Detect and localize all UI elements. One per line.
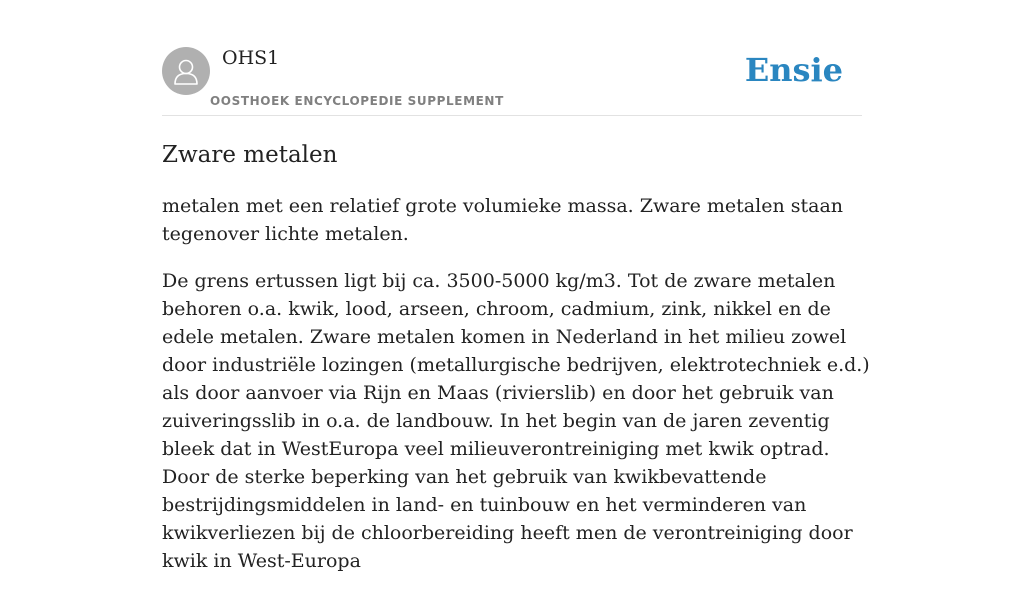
author-name[interactable]: OHS1	[222, 47, 280, 69]
article-paragraph: metalen met een relatief grote volumieke massa. Zware metalen staan tegenover lichte metalen.	[162, 195, 844, 245]
author-avatar[interactable]	[162, 47, 210, 95]
ensie-logo[interactable]: Ensie	[744, 51, 843, 89]
user-avatar-icon	[162, 47, 210, 95]
article-title: Zware metalen	[162, 142, 338, 168]
article-body	[162, 192, 870, 594]
header-divider	[162, 115, 862, 116]
source-label[interactable]: OOSTHOEK ENCYCLOPEDIE SUPPLEMENT	[210, 94, 504, 108]
article-paragraph: De grens ertussen ligt bij ca. 3500-5000 kg/m3. Tot de zware metalen behoren o.a. kwik, lood, arseen, chroom, cadmium, zink, nikkel en de edele metalen. Zware metalen komen in Nederland in het milieu zowel door industriële lozingen (metallurgische bedrijven, elektrotechniek e.d.) als door aanvoer via Rijn en Maas (rivierslib) en door het gebruik van zuiveringsslib in o.a. de landbouw. In het begin van de jaren zeventig bleek dat in WestEuropa veel milieuverontreiniging met kwik optrad. Door de sterke beperking van het gebruik van kwikbevattende bestrijdingsmiddelen in land- en tuinbouw en het verminderen van kwikverliezen bij de chloorbereiding heeft men de verontreiniging door kwik in West-Europa	[162, 270, 870, 572]
